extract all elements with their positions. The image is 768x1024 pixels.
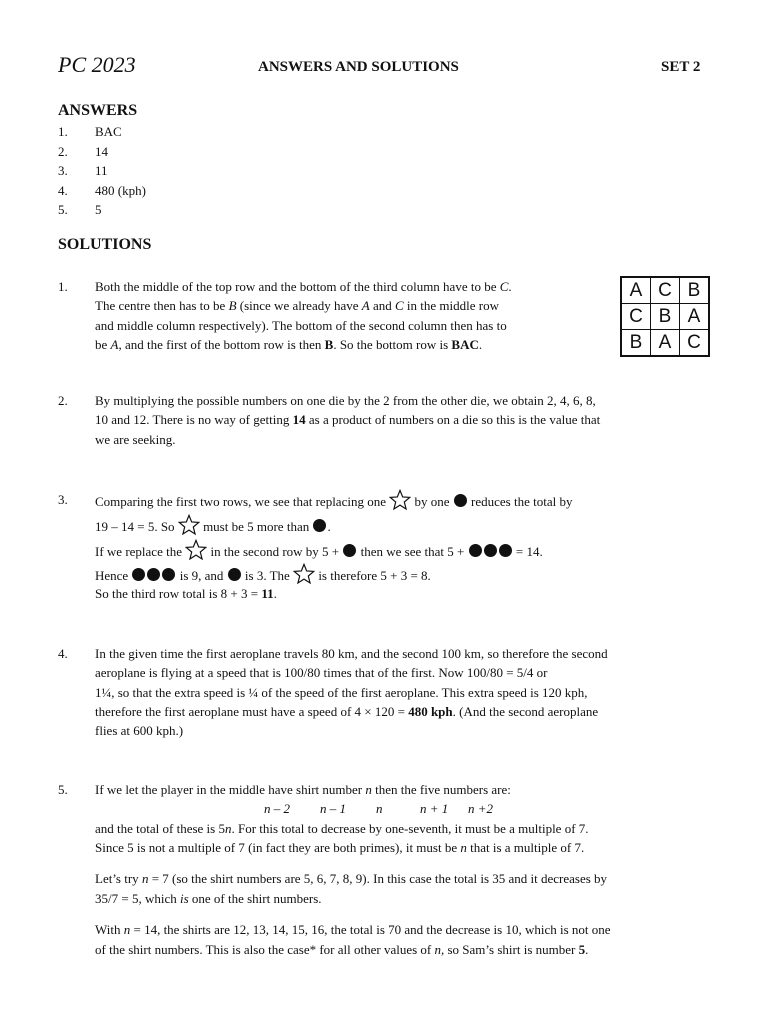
solution-2-line: 10 and 12. There is no way of getting 14 as a product of numbers on a die so this is the value that bbox=[95, 412, 601, 427]
grid-cell: B bbox=[651, 304, 680, 330]
answer-number: 5. bbox=[58, 202, 68, 217]
solution-4-line: flies at 600 kph.) bbox=[95, 723, 184, 738]
sequence-term: n – 1 bbox=[320, 801, 346, 816]
star-icon bbox=[389, 489, 411, 511]
solution-3-line: Comparing the first two rows, we see that replacing one by one reduces the total by bbox=[95, 489, 572, 511]
circle-icon bbox=[469, 544, 482, 557]
answer-number: 2. bbox=[58, 144, 68, 159]
answer-number: 4. bbox=[58, 183, 68, 198]
sequence-term: n +2 bbox=[468, 801, 494, 816]
circle-icon bbox=[147, 568, 160, 581]
solution-5-number: 5. bbox=[58, 782, 68, 797]
grid-cell: C bbox=[680, 330, 710, 357]
solution-5-line: With n = 14, the shirts are 12, 13, 14, 15, 16, the total is 70 and the decrease is 10, which is not one bbox=[95, 922, 611, 937]
solution-2-number: 2. bbox=[58, 393, 68, 408]
latin-square-grid bbox=[620, 276, 710, 357]
grid-cell: C bbox=[621, 304, 651, 330]
grid-cell: A bbox=[621, 277, 651, 304]
solution-5-line: 35/7 = 5, which is one of the shirt numbers. bbox=[95, 891, 322, 906]
grid-cell: B bbox=[680, 277, 710, 304]
grid-cell: B bbox=[621, 330, 651, 357]
solution-3-line: If we replace the in the second row by 5 + then we see that 5 + = 14. bbox=[95, 539, 543, 561]
answer-value: 11 bbox=[95, 163, 108, 178]
answer-number: 3. bbox=[58, 163, 68, 178]
star-icon bbox=[178, 514, 200, 536]
star-icon bbox=[293, 563, 315, 585]
solution-1-number: 1. bbox=[58, 279, 68, 294]
sequence-term: n bbox=[376, 801, 383, 816]
circle-icon bbox=[162, 568, 175, 581]
solution-1-line: The centre then has to be B (since we already have A and C in the middle row bbox=[95, 298, 499, 313]
answer-number: 1. bbox=[58, 124, 68, 139]
star-icon bbox=[185, 539, 207, 561]
answers-heading: ANSWERS bbox=[58, 102, 138, 119]
solutions-heading: SOLUTIONS bbox=[58, 236, 152, 253]
solution-5-line: and the total of these is 5n. For this total to decrease by one-seventh, it must be a multiple of 7. bbox=[95, 821, 589, 836]
sequence-term: n + 1 bbox=[420, 801, 449, 816]
circle-icon bbox=[343, 544, 356, 557]
solution-5-line: If we let the player in the middle have shirt number n then the five numbers are: bbox=[95, 782, 511, 797]
solution-3-line: Hence is 9, and is 3. The is therefore 5 + 3 = 8. bbox=[95, 563, 431, 585]
solution-1-line: Both the middle of the top row and the bottom of the third column have to be C. bbox=[95, 279, 512, 294]
solution-4-line: therefore the first aeroplane must have a speed of 4 × 120 = 480 kph. (And the second aeroplane bbox=[95, 704, 599, 719]
solution-3-line: 19 – 14 = 5. So must be 5 more than . bbox=[95, 514, 331, 536]
grid-cell: C bbox=[651, 277, 680, 304]
solution-1-line: be A, and the first of the bottom row is then B. So the bottom row is BAC. bbox=[95, 337, 483, 352]
shirt-number-sequence bbox=[264, 799, 508, 818]
solution-5-line: of the shirt numbers. This is also the case* for all other values of n, so Sam’s shirt is number 5. bbox=[95, 942, 589, 957]
solution-4-line: In the given time the first aeroplane travels 80 km, and the second 100 km, so therefore the second bbox=[95, 646, 608, 661]
circle-icon bbox=[132, 568, 145, 581]
solution-4-line: 1¼, so that the extra speed is ¼ of the speed of the first aeroplane. This extra speed is 120 kph, bbox=[95, 685, 588, 700]
answer-value: BAC bbox=[95, 124, 122, 139]
grid-cell: A bbox=[680, 304, 710, 330]
solution-5-line: Let’s try n = 7 (so the shirt numbers are 5, 6, 7, 8, 9). In this case the total is 35 and it decreases by bbox=[95, 871, 608, 886]
solution-1-line: and middle column respectively). The bottom of the second column then has to bbox=[95, 318, 507, 333]
solution-3-line: So the third row total is 8 + 3 = 11. bbox=[95, 586, 277, 601]
grid-cell: A bbox=[651, 330, 680, 357]
header-set: SET 2 bbox=[661, 59, 701, 75]
header-left: PC 2023 bbox=[58, 52, 136, 77]
circle-icon bbox=[484, 544, 497, 557]
circle-icon bbox=[454, 494, 467, 507]
answer-value: 14 bbox=[95, 144, 108, 159]
circle-icon bbox=[313, 519, 326, 532]
solution-4-line: aeroplane is flying at a speed that is 100/80 times that of the first. Now 100/80 = 5/4 or bbox=[95, 665, 548, 680]
answer-value: 5 bbox=[95, 202, 102, 217]
solution-2-line: we are seeking. bbox=[95, 432, 176, 447]
solution-5-line: Since 5 is not a multiple of 7 (in fact they are both primes), it must be n that is a multiple of 7. bbox=[95, 840, 585, 855]
sequence-term: n – 2 bbox=[264, 801, 290, 816]
answer-value: 480 (kph) bbox=[95, 183, 146, 198]
solution-2-line: By multiplying the possible numbers on one die by the 2 from the other die, we obtain 2, 4, 6, 8, bbox=[95, 393, 596, 408]
circle-icon bbox=[228, 568, 241, 581]
header-title: ANSWERS AND SOLUTIONS bbox=[258, 59, 459, 75]
solution-3-number: 3. bbox=[58, 492, 68, 507]
solution-4-number: 4. bbox=[58, 646, 68, 661]
circle-icon bbox=[499, 544, 512, 557]
